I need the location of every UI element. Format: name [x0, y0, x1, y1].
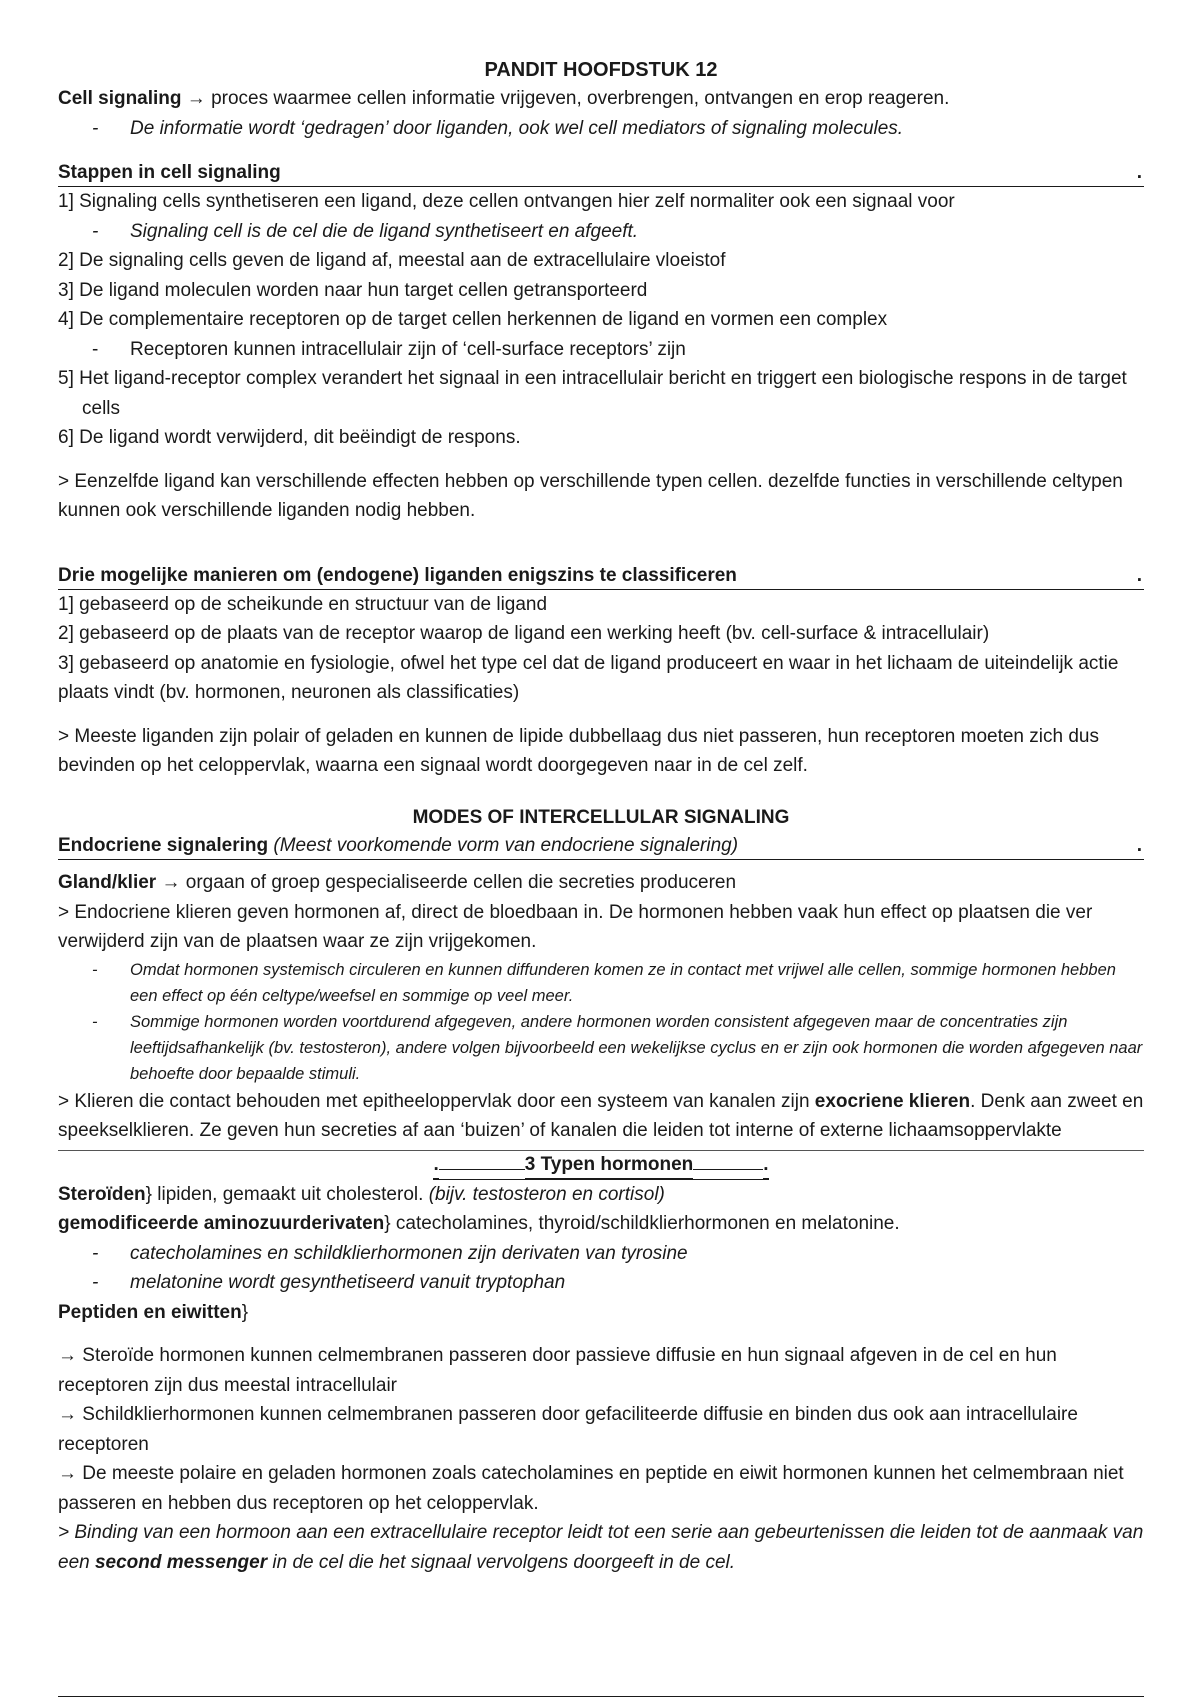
- intro-text: proces waarmee cellen informatie vrijgeven, overbrengen, ontvangen en erop reageren.: [211, 88, 950, 109]
- amino-bullet-1: - catecholamines en schildklierhormonen zijn derivaten van tyrosine: [58, 1239, 1144, 1269]
- amino-bullet-2: - melatonine wordt gesynthetiseerd vanuit tryptophan: [58, 1268, 1144, 1298]
- hormone-heading-text: 3 Typen hormonen: [525, 1151, 694, 1179]
- second-messenger-text-b: in de cel die het signaal vervolgens doorgeeft in de cel.: [267, 1551, 736, 1573]
- hormone-type-amino: [58, 1209, 1144, 1239]
- endocrine-bullet-1: - Omdat hormonen systemisch circuleren en kunnen diffunderen komen ze in contact met vrijwel alle cellen, sommige hormonen hebben een effect op één celtype/weefsel en sommige op veel meer.: [58, 957, 1144, 1009]
- intro-paragraph: [58, 84, 1144, 114]
- endocrine-heading: [58, 832, 1144, 860]
- step-5: 5] Het ligand-receptor complex verandert het signaal in een intracellulair bericht en triggert een biologische respons in de target cells: [58, 368, 1127, 419]
- endocrine-heading-note: (Meest voorkomende vorm van endocriene signalering): [273, 835, 739, 856]
- intro-bullet: - De informatie wordt ‘gedragen’ door liganden, ook wel cell mediators of signaling molecules.: [58, 114, 1144, 144]
- step-2: 2] De signaling cells geven de ligand af, meestal aan de extracellulaire vloeistof: [58, 250, 726, 271]
- gland-definition: [58, 868, 1144, 898]
- steroids-term: Steroïden: [58, 1183, 146, 1205]
- endocrine-heading-text: Endocriene signalering: [58, 835, 269, 856]
- steroids-note: (bijv. testosteron en cortisol): [428, 1183, 665, 1205]
- hormone-types-heading: [58, 1151, 1144, 1180]
- exocrine-term: exocriene klieren: [814, 1090, 971, 1112]
- hormone-type-peptides: [58, 1298, 1144, 1328]
- step-4: 4] De complementaire receptoren op de target cellen herkennen de ligand en vormen een complex: [58, 309, 888, 330]
- classify-heading-text: Drie mogelijke manieren om (endogene) liganden enigszins te classificeren: [58, 564, 737, 586]
- classify-heading-dot: .: [1136, 564, 1142, 586]
- step-1: 1] Signaling cells synthetiseren een ligand, deze cellen ontvangen hier zelf normaliter ook een signaal voor: [58, 191, 955, 212]
- classify-heading: [58, 562, 1144, 590]
- step-3: 3] De ligand moleculen worden naar hun target cellen getransporteerd: [58, 279, 648, 301]
- steps-heading-text: Stappen in cell signaling: [58, 162, 281, 183]
- endocrine-heading-dot: .: [1136, 835, 1142, 856]
- exocrine-text-b: . Denk aan zweet en speekselklieren. Ze geven hun secreties af aan ‘buizen’ of kanalen die leiden tot interne of externe lichaamsoppervlakte: [58, 1090, 1144, 1141]
- peptides-text: }: [241, 1301, 249, 1323]
- step-4-bullet: - Receptoren kunnen intracellulair zijn of ‘cell-surface receptors’ zijn: [58, 335, 1144, 365]
- step-6: 6] De ligand wordt verwijderd, dit beëindigt de respons.: [58, 427, 521, 448]
- second-messenger-term: second messenger: [94, 1551, 268, 1573]
- step-1-bullet: - Signaling cell is de cel die de ligand synthetiseert en afgeeft.: [58, 217, 1144, 247]
- intro-arrow: →: [181, 88, 212, 109]
- classify-item-1: 1] gebaseerd op de scheikunde en structuur van de ligand: [58, 593, 548, 615]
- bottom-rule: [58, 1696, 1144, 1697]
- endocrine-bullet-2: - Sommige hormonen worden voortdurend afgegeven, andere hormonen worden consistent afgegeven maar de concentraties zijn leeftijdsafhankelijk (bv. testosteron), andere volgen bijvoorbeeld een wekelijkse cyclus en er zijn ook hormonen die worden afgegeven naar behoefte door bepaalde stimuli.: [58, 1009, 1144, 1087]
- classify-note: > Meeste liganden zijn polair of geladen en kunnen de lipide dubbellaag dus niet passeren, hun receptoren moeten zich dus bevinden op het celoppervlak, waarna een signaal wordt doorgegeven naar in de cel zelf.: [58, 725, 1099, 776]
- endocrine-paragraph: > Endocriene klieren geven hormonen af, direct de bloedbaan in. De hormonen hebben vaak hun effect op plaatsen die ver verwijderd zijn van de plaatsen waar ze zijn vrijgekomen.: [58, 901, 1093, 952]
- gland-text: → orgaan of groep gespecialiseerde cellen die secreties produceren: [156, 872, 737, 893]
- second-messenger-text-a: > Binding van een hormoon aan een extracellulaire receptor leidt tot een serie aan gebeurtenissen die leiden tot de aanmaak van een: [58, 1522, 1144, 1573]
- steps-heading: [58, 159, 1144, 187]
- arrow-polar: → De meeste polaire en geladen hormonen zoals catecholamines en peptide en eiwit hormonen kunnen het celmembraan niet passeren en hebben dus receptoren op het celoppervlak.: [58, 1463, 1124, 1514]
- amino-text: } catecholamines, thyroid/schildklierhormonen en melatonine.: [384, 1213, 900, 1234]
- exocrine-paragraph: [58, 1087, 1144, 1146]
- steps-note: > Eenzelfde ligand kan verschillende effecten hebben op verschillende typen cellen. dezelfde functies in verschillende celtypen kunnen ook verschillende liganden nodig hebben.: [58, 470, 1123, 521]
- document-page: [58, 56, 1144, 1577]
- amino-term: gemodificeerde aminozuurderivaten: [58, 1213, 385, 1234]
- hormone-type-steroids: [58, 1180, 1144, 1210]
- second-messenger-paragraph: [58, 1518, 1144, 1577]
- modes-heading: MODES OF INTERCELLULAR SIGNALING: [412, 806, 790, 828]
- steps-heading-dot: .: [1136, 162, 1142, 183]
- arrow-steroids: → Steroïde hormonen kunnen celmembranen passeren door passieve diffusie en hun signaal afgeven in de cel en hun receptoren zijn dus meestal intracellulair: [58, 1345, 1057, 1396]
- intro-term: Cell signaling: [58, 88, 182, 109]
- exocrine-text-a: > Klieren die contact behouden met epitheeloppervlak door een systeem van kanalen zijn: [58, 1090, 815, 1112]
- steroids-text: } lipiden, gemaakt uit cholesterol.: [145, 1183, 429, 1205]
- hormone-heading-dot-right: .: [763, 1151, 768, 1179]
- gland-term: Gland/klier: [58, 872, 157, 893]
- page-title: PANDIT HOOFDSTUK 12: [484, 59, 718, 81]
- classify-item-2: 2] gebaseerd op de plaats van de receptor waarop de ligand een werking heeft (bv. cell-surface & intracellulair): [58, 623, 990, 644]
- arrow-thyroid: → Schildklierhormonen kunnen celmembranen passeren door gefaciliteerde diffusie en binden dus ook aan intracellulaire receptoren: [58, 1404, 1078, 1455]
- hormone-heading-dot-left: .: [433, 1151, 438, 1179]
- peptides-term: Peptiden en eiwitten: [58, 1301, 242, 1323]
- classify-item-3: 3] gebaseerd op anatomie en fysiologie, ofwel het type cel dat de ligand produceert en waar in het lichaam de uiteindelijk actie plaats vindt (bv. hormonen, neuronen als classificaties): [58, 652, 1119, 703]
